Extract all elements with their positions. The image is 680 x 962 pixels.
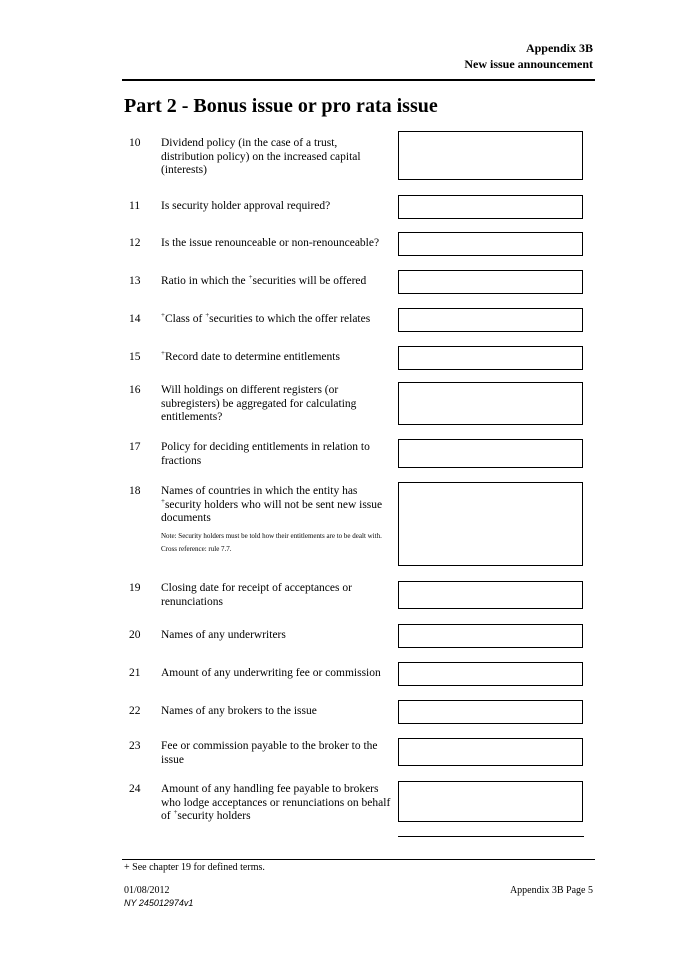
item-number: 11 xyxy=(129,200,141,212)
page-title: Part 2 - Bonus issue or pro rata issue xyxy=(124,95,438,117)
item-number: 17 xyxy=(129,441,141,453)
item-question: +Record date to determine entitlements xyxy=(161,349,340,363)
header-appendix: Appendix 3B xyxy=(525,41,593,55)
item-number: 21 xyxy=(129,667,141,679)
item-question: Names of countries in which the entity has +security holders who will not be sent new issue documents Note: Security holders must be told how their entitlements are to be dealt with. Cross reference: rule 7.7. xyxy=(161,485,393,554)
answer-box-24[interactable] xyxy=(398,781,583,822)
item-number: 20 xyxy=(129,629,141,641)
cross-reference: Cross reference: rule 7.7. xyxy=(161,544,232,553)
item-number: 19 xyxy=(129,582,141,594)
answer-box-15[interactable] xyxy=(398,346,583,370)
signature-line xyxy=(398,836,584,837)
footer-page: Appendix 3B Page 5 xyxy=(509,885,593,896)
item-number: 24 xyxy=(129,783,141,795)
item-number: 15 xyxy=(129,351,141,363)
answer-box-11[interactable] xyxy=(398,195,583,219)
answer-box-23[interactable] xyxy=(398,738,583,766)
item-number: 10 xyxy=(129,137,141,149)
item-question: Dividend policy (in the case of a trust, distribution policy) on the increased capital (interests) xyxy=(161,137,361,176)
item-question: Closing date for receipt of acceptances or renunciations xyxy=(161,582,352,608)
answer-box-17[interactable] xyxy=(398,439,583,468)
item-number: 23 xyxy=(129,740,141,752)
answer-box-10[interactable] xyxy=(398,131,583,180)
answer-box-19[interactable] xyxy=(398,581,583,609)
header-announcement: New issue announcement xyxy=(464,57,593,71)
item-number: 14 xyxy=(129,313,141,325)
item-question: Will holdings on different registers (or subregisters) be aggregated for calculating entitlements? xyxy=(161,384,357,423)
item-number: 16 xyxy=(129,384,141,396)
item-number: 12 xyxy=(129,237,141,249)
answer-box-13[interactable] xyxy=(398,270,583,294)
header-rule xyxy=(122,79,595,81)
item-question: Amount of any handling fee payable to brokers who lodge acceptances or renunciations on behalf of +security holders xyxy=(161,783,391,822)
item-question: Amount of any underwriting fee or commission xyxy=(161,667,381,679)
footer-ref: NY 245012974v1 xyxy=(124,898,194,908)
item-number: 22 xyxy=(129,705,141,717)
item-question: Policy for deciding entitlements in relation to fractions xyxy=(161,441,370,467)
footer-date: 01/08/2012 xyxy=(124,885,170,896)
answer-box-18[interactable] xyxy=(398,482,583,566)
item-question: Is the issue renounceable or non-renounceable? xyxy=(161,237,380,249)
item-question: Names of any underwriters xyxy=(161,629,286,641)
answer-box-21[interactable] xyxy=(398,662,583,686)
answer-box-20[interactable] xyxy=(398,624,583,648)
answer-box-12[interactable] xyxy=(398,232,583,256)
item-question: Fee or commission payable to the broker to the issue xyxy=(161,740,378,766)
footer-note: + See chapter 19 for defined terms. xyxy=(124,862,265,873)
item-question: +Class of +securities to which the offer relates xyxy=(161,311,371,325)
answer-box-22[interactable] xyxy=(398,700,583,724)
footer-rule xyxy=(122,859,595,860)
item-question: Ratio in which the +securities will be offered xyxy=(161,273,367,287)
item-note: Note: Security holders must be told how their entitlements are to be dealt with. xyxy=(161,531,382,540)
item-question: Is security holder approval required? xyxy=(161,200,331,212)
item-question: Names of any brokers to the issue xyxy=(161,705,317,717)
item-number: 18 xyxy=(129,485,141,497)
item-number: 13 xyxy=(129,275,141,287)
answer-box-14[interactable] xyxy=(398,308,583,332)
answer-box-16[interactable] xyxy=(398,382,583,425)
